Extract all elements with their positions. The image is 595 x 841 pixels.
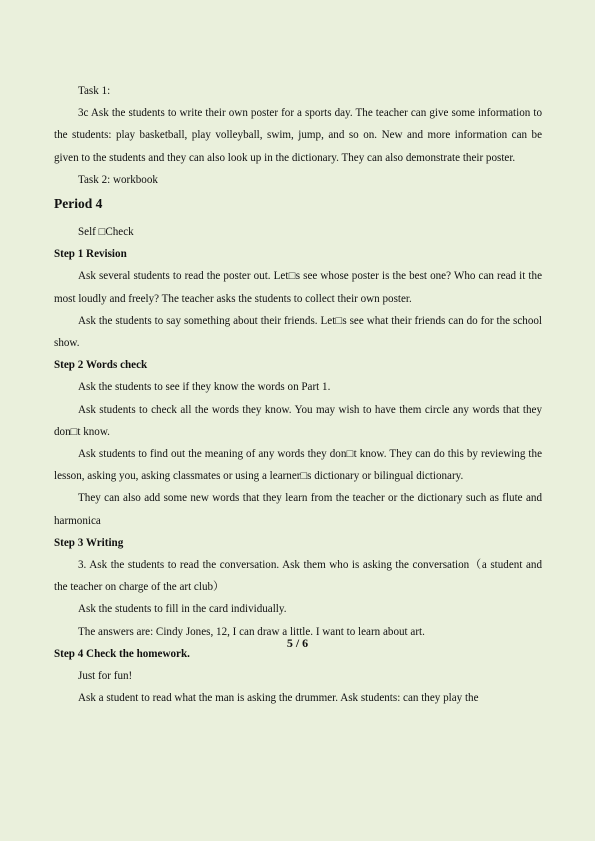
document-body (54, 80, 542, 709)
paragraph: Ask the students to fill in the card individually. (78, 603, 287, 616)
section-heading: Period 4 (54, 196, 103, 212)
paragraph: Self □Check (78, 226, 134, 239)
paragraph: Ask the students to see if they know the words on Part 1. (78, 381, 331, 394)
paragraph: Ask the students to say something about their friends. Let□s see what their friends can do for the school show. (54, 314, 542, 350)
paragraph: Ask a student to read what the man is asking the drummer. Ask students: can they play the (78, 692, 479, 705)
paragraph: Just for fun! (78, 670, 133, 683)
paragraph: The answers are: Cindy Jones, 12, I can draw a little. I want to learn about art. (78, 625, 425, 638)
paragraph: They can also add some new words that they learn from the teacher or the dictionary such as flute and harmonica (54, 492, 542, 527)
paragraph: Ask students to find out the meaning of any words they don□t know. They can do this by reviewing the lesson, asking you, asking classmates or using a learner□s dictionary or bilingual dictionary. (54, 448, 542, 483)
page-number: 5 / 6 (286, 636, 309, 650)
paragraph: Ask students to check all the words they know. You may wish to have them circle any words that they don□t know. (54, 403, 542, 438)
paragraph: Ask several students to read the poster out. Let□s see whose poster is the best one? Who can read it the most loudly and freely? The teacher asks the students to collect their own poster. (54, 270, 542, 305)
step-heading: Step 4 Check the homework. (54, 647, 190, 660)
paragraph: 3c Ask the students to write their own poster for a sports day. The teacher can give some information to the students: play basketball, play volleyball, swim, jump, and so on. New and more information can be given to the students and they can also look up in the dictionary. They can also demonstrate their poster. (54, 107, 542, 164)
paragraph: Task 1: (78, 85, 111, 97)
paragraph: Task 2: workbook (78, 173, 158, 186)
step-heading: Step 3 Writing (54, 536, 124, 549)
step-heading: Step 1 Revision (54, 248, 127, 261)
paragraph: 3. Ask the students to read the conversation. Ask them who is asking the conversation（a student and the teacher on charge of the art club） (54, 559, 542, 594)
step-heading: Step 2 Words check (54, 359, 148, 372)
